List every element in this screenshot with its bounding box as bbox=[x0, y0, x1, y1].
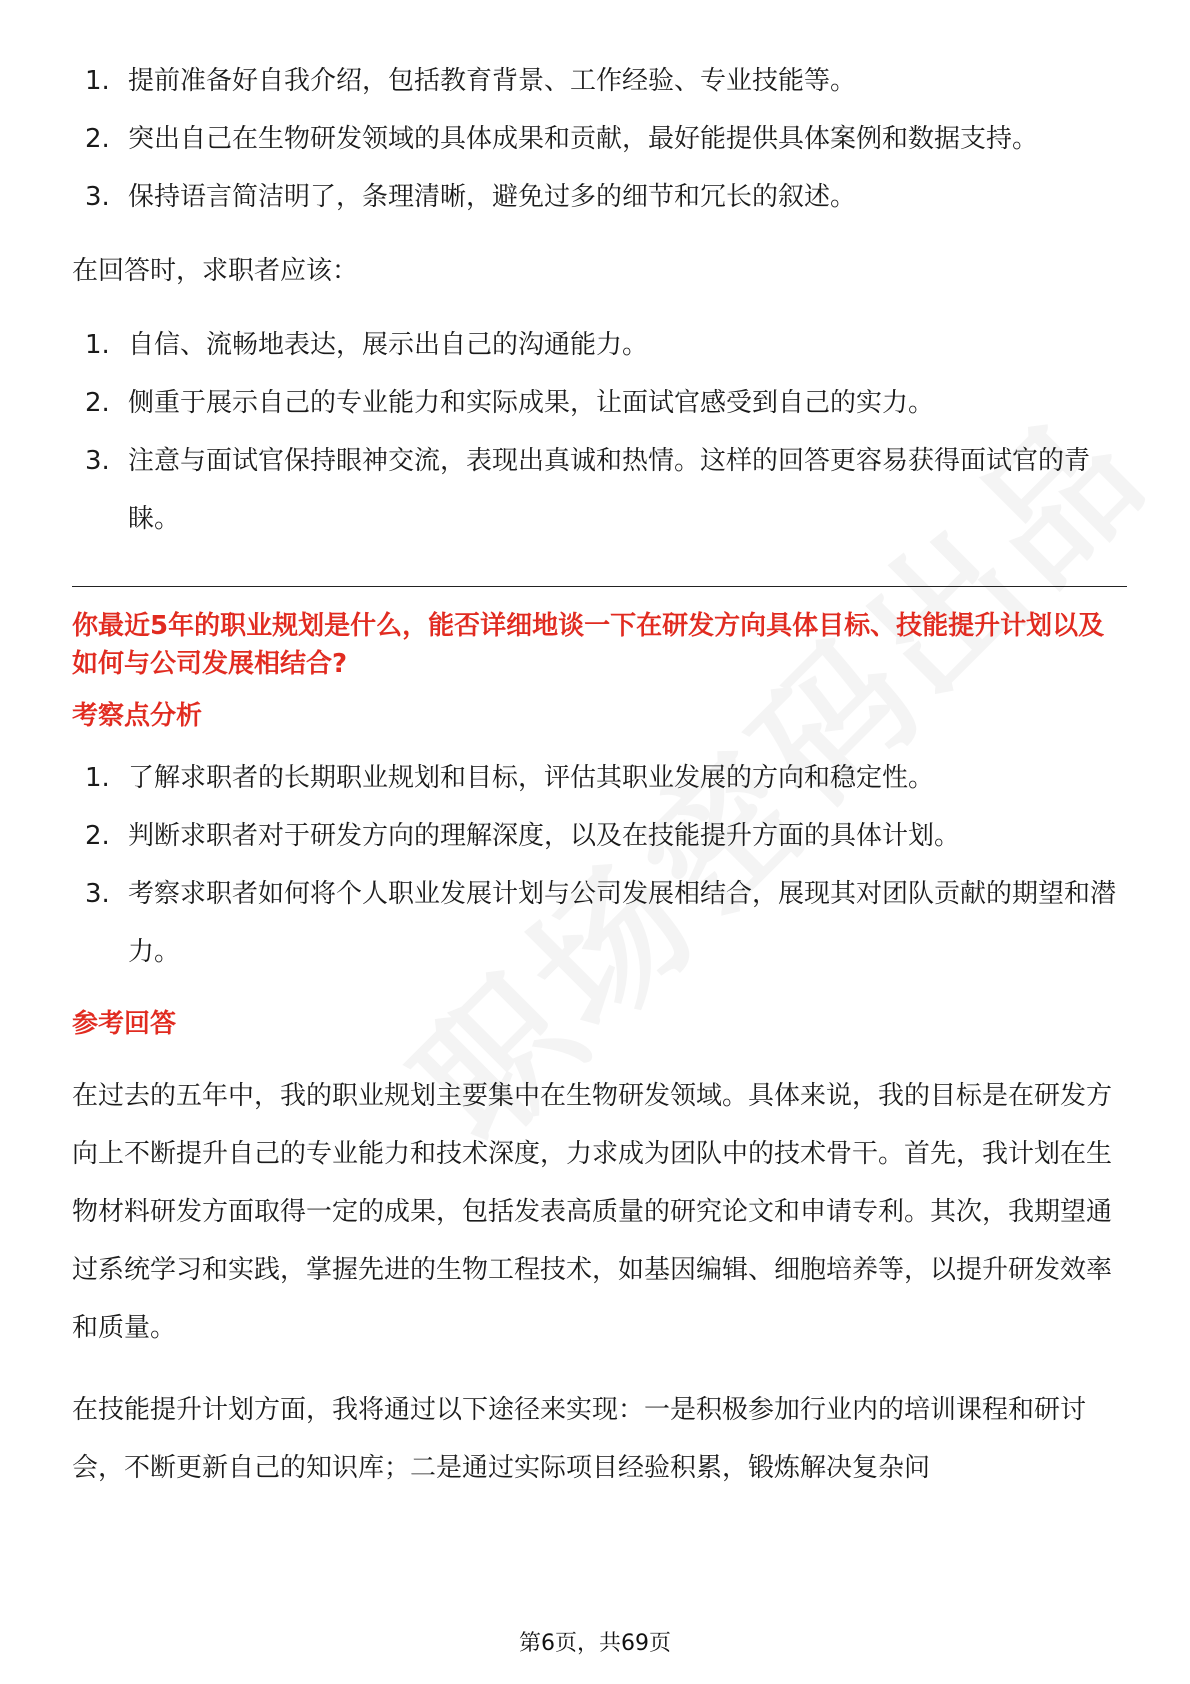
question-heading: 你最近5年的职业规划是什么，能否详细地谈一下在研发方向具体目标、技能提升计划以及如何与公司发展相结合? bbox=[72, 611, 1105, 679]
analysis-list bbox=[72, 749, 1127, 981]
list-item: 1. 提前准备好自我介绍，包括教育背景、工作经验、专业技能等。 bbox=[85, 66, 857, 96]
answer-paragraph: 在技能提升计划方面，我将通过以下途径来实现：一是积极参加行业内的培训课程和研讨会，不断更新自己的知识库；二是通过实际项目经验积累，锻炼解决复杂问 bbox=[72, 1395, 1087, 1483]
list-item: 1. 自信、流畅地表达，展示出自己的沟通能力。 bbox=[85, 330, 649, 360]
section-divider bbox=[72, 586, 1127, 587]
document-page bbox=[72, 52, 1127, 1497]
list-item: 1. 了解求职者的长期职业规划和目标，评估其职业发展的方向和稳定性。 bbox=[85, 763, 935, 793]
answer-paragraph: 在过去的五年中，我的职业规划主要集中在生物研发领域。具体来说，我的目标是在研发方向上不断提升自己的专业能力和技术深度，力求成为团队中的技术骨干。首先，我计划在生物材料研发方面取得一定的成果，包括发表高质量的研究论文和申请专利。其次，我期望通过系统学习和实践，掌握先进的生物工程技术，如基因编辑、细胞培养等，以提升研发效率和质量。 bbox=[72, 1081, 1113, 1343]
list-item: 2. 侧重于展示自己的专业能力和实际成果，让面试官感受到自己的实力。 bbox=[85, 388, 935, 418]
answer-intro: 在回答时，求职者应该： bbox=[72, 256, 359, 286]
list-item: 2. 突出自己在生物研发领域的具体成果和贡献，最好能提供具体案例和数据支持。 bbox=[85, 124, 1039, 154]
answer-heading: 参考回答 bbox=[72, 1009, 177, 1039]
page-number: 第6页，共69页 bbox=[519, 1631, 671, 1656]
tips-list bbox=[72, 52, 1127, 226]
answer-tips-list bbox=[72, 316, 1127, 548]
list-item: 3. 保持语言简洁明了，条理清晰，避免过多的细节和冗长的叙述。 bbox=[85, 182, 857, 212]
list-item: 2. 判断求职者对于研发方向的理解深度，以及在技能提升方面的具体计划。 bbox=[85, 821, 961, 851]
list-item: 3. 考察求职者如何将个人职业发展计划与公司发展相结合，展现其对团队贡献的期望和潜力。 bbox=[85, 879, 1117, 967]
analysis-heading: 考察点分析 bbox=[72, 701, 203, 731]
list-item: 3. 注意与面试官保持眼神交流，表现出真诚和热情。这样的回答更容易获得面试官的青睐。 bbox=[85, 446, 1091, 534]
